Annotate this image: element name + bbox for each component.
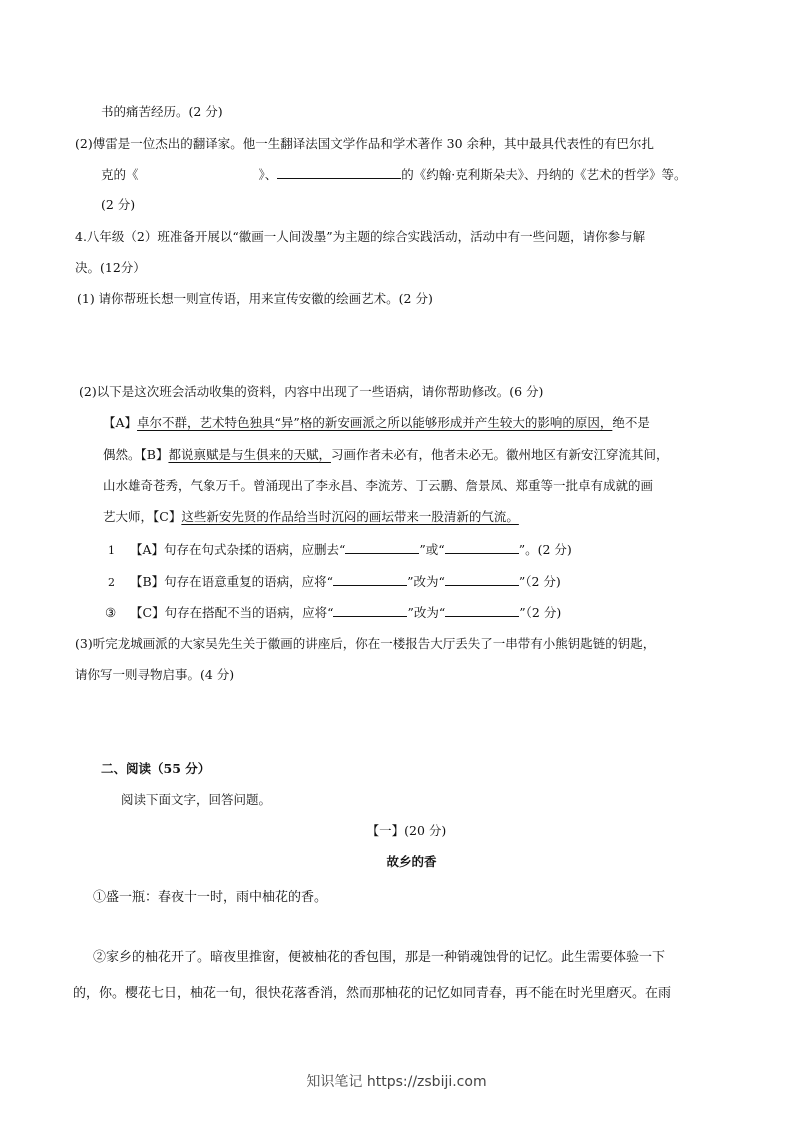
question-4-line2: 决。(12分）	[75, 260, 146, 275]
question-4-1: (1) 请你帮班长想一则宣传语，用来宣传安徽的绘画艺术。(2 分)	[77, 291, 433, 306]
paragraph-2-line2: 的，你。樱花七日，柚花一旬，很快花落香消，然而那柚花的记忆如同青春，再不能在时光里磨灭。在雨	[73, 986, 672, 1001]
text: ”（2 分)	[518, 574, 561, 589]
subquestion-2	[108, 573, 561, 591]
item-number: ③	[105, 605, 117, 620]
tag-a: 【A】	[103, 415, 138, 430]
text: ”改为“	[407, 574, 445, 589]
text: 习画作者未必有，他者未必无。徽州地区有新安江穿流其间，	[330, 447, 669, 462]
answer-blank[interactable]	[333, 573, 407, 586]
text: ”。(2 分)	[518, 542, 572, 557]
question-4: 4.八年级（2）班准备开展以“徽画一人间泼墨”为主题的综合实践活动，活动中有一些问题，请你参与解	[75, 229, 646, 244]
article-title: 故乡的香	[386, 854, 437, 869]
text: ”或“	[419, 542, 445, 557]
passage-line-1	[103, 415, 650, 431]
footer-watermark: 知识笔记 https://zsbiji.com	[306, 1074, 487, 1090]
subquestion-1	[108, 541, 572, 559]
text-line: 书的痛苦经历。(2 分)	[101, 104, 223, 119]
question-4-3: (3)听完龙城画派的大家吴先生关于徽画的讲座后，你在一楼报告大厅丢失了一串带有小熊钥匙链的钥匙，	[75, 636, 656, 651]
answer-blank[interactable]	[445, 573, 519, 586]
paragraph-2: ②家乡的柚花开了。暗夜里推窗，便被柚花的香包围，那是一种销魂蚀骨的记忆。此生需要体验一下	[93, 950, 666, 965]
passage-line-2	[103, 447, 668, 463]
question-2: (2)傅雷是一位杰出的翻译家。他一生翻译法国文学作品和学术著作 30 余种，其中最具代表性的有巴尔扎	[75, 136, 655, 151]
text: 【B】句存在语意重复的语病，应将“	[130, 574, 334, 589]
question-2-line2	[101, 166, 687, 183]
answer-blank[interactable]	[345, 541, 419, 554]
underlined-sentence-c: 这些新安先贤的作品给当时沉闷的画坛带来一股清新的气流。	[181, 509, 519, 524]
part-heading: 【一】(20 分)	[366, 823, 447, 838]
item-number: 2	[108, 576, 115, 589]
tag-c: 【C】	[153, 509, 182, 524]
text: 艺大师，	[103, 509, 154, 524]
text: 偶然。	[103, 447, 141, 462]
question-4-2: (2)以下是这次班会活动收集的资料，内容中出现了一些语病，请你帮助修改。(6 分)	[79, 384, 544, 399]
answer-blank[interactable]	[333, 604, 407, 617]
underlined-sentence-b: 都说禀赋是与生俱来的天赋，	[168, 447, 331, 462]
question-4-3-line2: 请你写一则寻物启事。(4 分)	[75, 667, 235, 682]
answer-blank[interactable]	[445, 541, 519, 554]
section-heading: 二、阅读（55 分）	[101, 761, 211, 776]
passage-line-4	[103, 509, 519, 525]
item-number: 1	[108, 544, 115, 557]
tag-b: 【B】	[140, 447, 169, 462]
text: 绝不是	[612, 415, 650, 430]
text: 【C】句存在搭配不当的语病，应将“	[130, 605, 334, 620]
section-intro: 阅读下面文字，回答问题。	[121, 792, 272, 807]
underlined-sentence-a: 卓尔不群，艺术特色独具“异”格的新安画派之所以能够形成并产生较大的影响的原因，	[137, 415, 613, 430]
text: 的《约翰·克利斯朵夫》、丹纳的《艺术的哲学》等。	[401, 167, 687, 182]
subquestion-3	[105, 604, 561, 621]
score-note: (2 分)	[101, 197, 136, 212]
passage-line-3: 山水雄奇苍秀，气象万千。曾涌现出了李永昌、李流芳、丁云鹏、詹景凤、郑重等一批卓有成就的画	[103, 478, 654, 493]
text: 》、	[258, 167, 278, 182]
text: ”改为“	[407, 605, 446, 620]
answer-blank[interactable]	[445, 604, 519, 617]
text: 克的《	[101, 167, 139, 182]
answer-blank[interactable]	[277, 166, 401, 179]
paragraph-1: ①盛一瓶：春夜十一时，雨中柚花的香。	[93, 890, 328, 905]
text: 【A】句存在句式杂揉的语病，应删去“	[130, 542, 346, 557]
text: ”（2 分)	[519, 605, 562, 620]
